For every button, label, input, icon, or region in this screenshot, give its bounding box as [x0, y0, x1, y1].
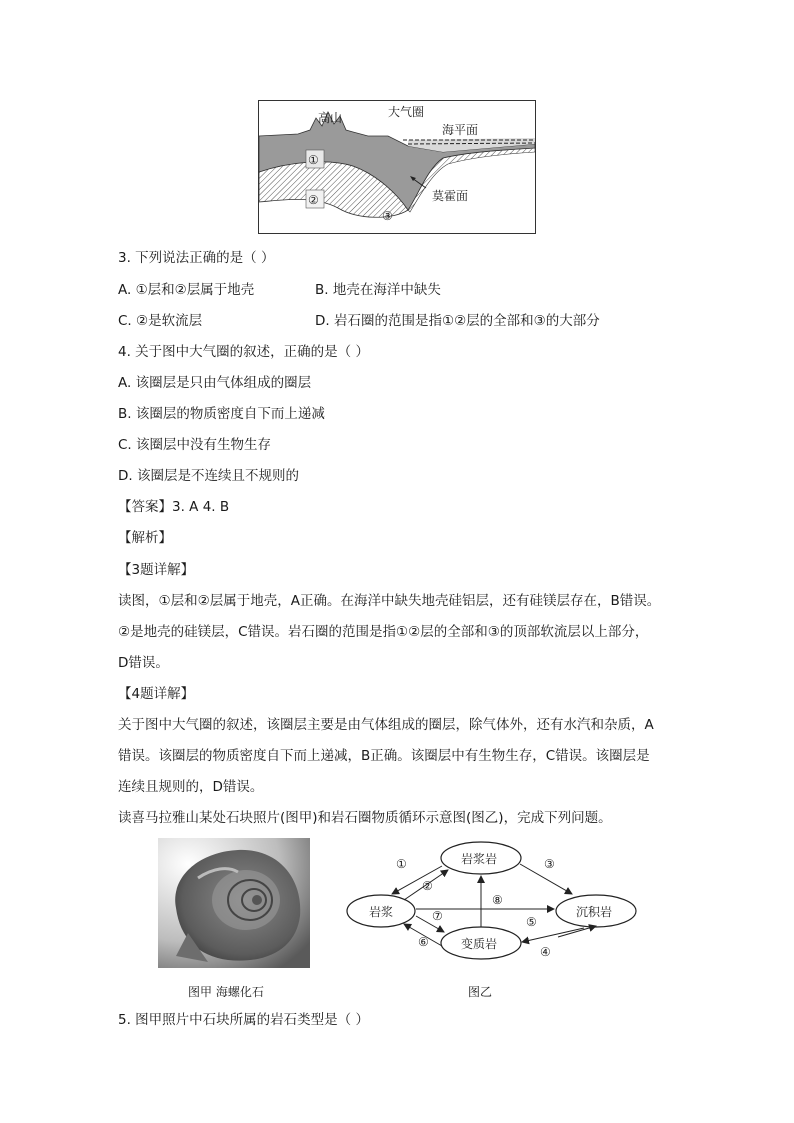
q4-option-c: C. 该圈层中没有生物生存: [118, 437, 272, 453]
arrow-label-3: ③: [544, 857, 555, 871]
rock-cycle-diagram: [344, 838, 644, 968]
arrow-label-5: ⑤: [526, 915, 537, 929]
q4-option-d: D. 该圈层是不连续且不规则的: [118, 468, 299, 484]
arrow-label-2: ②: [422, 879, 433, 893]
figure-b-caption: 图乙: [468, 985, 493, 999]
node-sedimentary: [556, 895, 636, 927]
sea-level-label: 海平面: [442, 123, 479, 137]
intro-text: 读喜马拉雅山某处石块照片(图甲)和岩石圈物质循环示意图(图乙)，完成下列问题。: [118, 810, 612, 826]
atmosphere-label: 大气圈: [388, 105, 425, 119]
q5-stem: 5. 图甲照片中石块所属的岩石类型是（ ）: [118, 1012, 369, 1028]
analysis-heading: 【解析】: [118, 530, 172, 546]
node-metamorphic: [441, 927, 521, 959]
fossil-photo: [158, 838, 310, 968]
moho-label: 莫霍面: [432, 189, 469, 203]
arrow-label-8: ⑧: [492, 893, 503, 907]
earth-layers-diagram: [258, 100, 536, 234]
q3-option-d: D. 岩石圈的范围是指①②层的全部和③的大部分: [315, 313, 600, 329]
layer-2-label: ②: [308, 193, 319, 207]
q3-detail-heading: 【3题详解】: [118, 562, 195, 578]
layer-1-label: ①: [308, 153, 319, 167]
q3-detail-text: 读图，①层和②层属于地壳，A正确。在海洋中缺失地壳硅铝层，还有硅镁层存在，B错误。 ②是地壳的硅镁层，C错误。岩石圈的范围是指①②层的全部和③的顶部软流层以上部分， D错误。: [118, 593, 661, 671]
q4-detail-text: 关于图中大气圈的叙述，该圈层主要是由气体组成的圈层，除气体外，还有水汽和杂质，A 错误。该圈层的物质密度自下而上递减，B正确。该圈层中有生物生存，C错误。该圈层是 连续且规则的，D错误。: [118, 717, 654, 795]
q3-stem: 3. 下列说法正确的是（ ）: [118, 250, 275, 266]
answer-line: 【答案】3. A 4. B: [118, 499, 230, 515]
q4-option-b: B. 该圈层的物质密度自下而上递减: [118, 406, 325, 422]
svg-text:岩浆岩: 岩浆岩: [461, 852, 498, 866]
figure-a-caption: 图甲 海螺化石: [188, 985, 264, 999]
svg-text:沉积岩: 沉积岩: [576, 905, 613, 919]
q3-option-c: C. ②是软流层: [118, 313, 203, 329]
q4-option-a: A. 该圈层是只由气体组成的圈层: [118, 375, 312, 391]
q3-option-b: B. 地壳在海洋中缺失: [315, 282, 441, 298]
mountain-label: 高山: [318, 111, 343, 125]
svg-text:岩浆: 岩浆: [369, 905, 394, 919]
arrow-label-6: ⑥: [418, 935, 429, 949]
layer-3-label: ③: [382, 209, 393, 223]
q3-option-a: A. ①层和②层属于地壳: [118, 282, 255, 298]
arrow-label-7: ⑦: [432, 909, 443, 923]
svg-text:变质岩: 变质岩: [461, 937, 498, 951]
q4-stem: 4. 关于图中大气圈的叙述，正确的是（ ）: [118, 344, 369, 360]
arrow-label-1: ①: [396, 857, 407, 871]
arrow-label-4: ④: [540, 945, 551, 959]
node-igneous: [441, 842, 521, 874]
q4-detail-heading: 【4题详解】: [118, 686, 195, 702]
